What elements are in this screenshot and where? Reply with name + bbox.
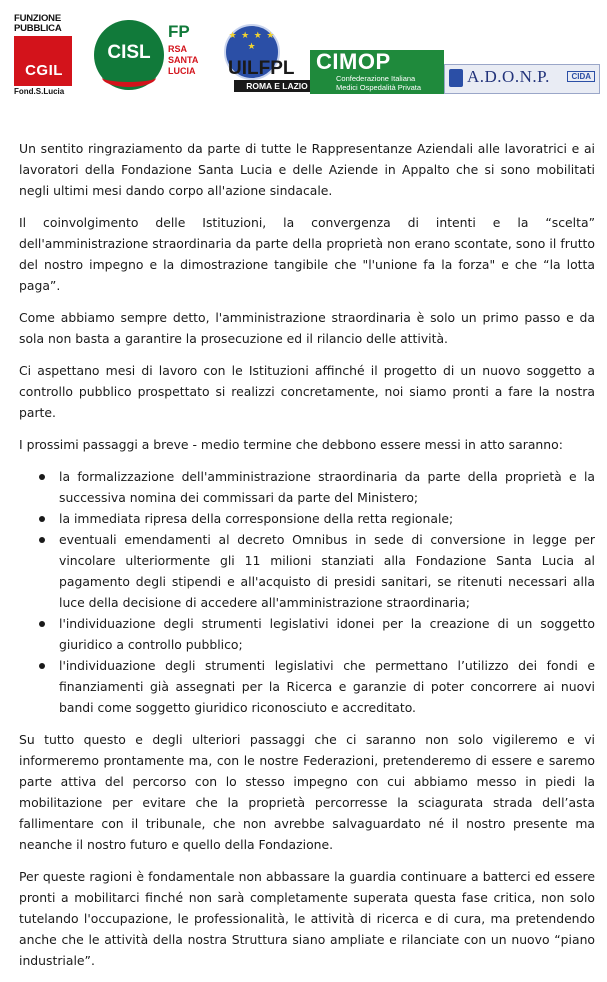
paragraph-next-steps-intro: I prossimi passaggi a breve - medio termine che debbono essere messi in atto saranno: bbox=[19, 437, 563, 452]
cida-logo-mark: CIDA bbox=[567, 71, 595, 82]
cgil-logo-title-line: FUNZIONE bbox=[14, 13, 61, 24]
paragraph-months-ahead: Ci aspettano mesi di lavoro con le Istituzioni affinché il progetto di un nuovo soggetto a controllo pubblico prospettato si realizzi concretamente, noi siamo pronti a fare la nostra parte. bbox=[19, 363, 595, 420]
list-item: la immediata ripresa della corresponsione della retta regionale; bbox=[59, 508, 595, 529]
uilfpl-logo bbox=[220, 24, 318, 94]
paragraph-first-step: Come abbiamo sempre detto, l'amministrazione straordinaria è solo un primo passo e da sola non basta a garantire la prosecuzione ed il rilancio delle attività. bbox=[19, 310, 595, 346]
cisl-logo-fp: FP bbox=[168, 22, 190, 41]
list-item: l'individuazione degli strumenti legislativi che permettano l’utilizzo dei fondi e finanziamenti già assegnati per la Ricerca e garanzie di poter concorrere ai nuovi bandi come soggetto giuridico riconosciuto e accreditato. bbox=[59, 655, 595, 718]
cgil-logo-mark: CGIL bbox=[25, 62, 63, 79]
cimop-logo bbox=[310, 50, 444, 94]
list-item: la formalizzazione dell'amministrazione straordinaria da parte della proprietà e la successiva nomina dei commissari da parte del Ministero; bbox=[59, 466, 595, 508]
adonp-logo-emblem bbox=[449, 69, 463, 87]
paragraph-thanks: Un sentito ringraziamento da parte di tutte le Rappresentanze Aziendali alle lavoratrici e ai lavoratori della Fondazione Santa Lucia e delle Aziende in Appalto che si sono mobilitati negli ultimi mesi dando corpo all'azione sindacale. bbox=[19, 141, 595, 198]
cisl-logo-mark: CISL bbox=[107, 42, 151, 63]
next-steps-list bbox=[19, 466, 595, 718]
cgil-logo bbox=[14, 14, 86, 98]
list-item: l'individuazione degli strumenti legislativi idonei per la creazione di un soggetto giuridico a controllo pubblico; bbox=[59, 613, 595, 655]
cgil-logo-title bbox=[14, 14, 86, 34]
document-body bbox=[19, 138, 595, 982]
cimop-logo-subtitle bbox=[336, 74, 421, 92]
cimop-logo-subtitle-line: Confederazione Italiana bbox=[336, 74, 416, 83]
list-item: eventuali emendamenti al decreto Omnibus in sede di conversione in legge per vincolare ulteriormente gli 11 milioni stanziati alla Fondazione Santa Lucia al pagamento degli stipendi e all'acquisto di presidi sanitari, se ritenuti necessari alla luce della decisione di accedere all'amministrazione straordinaria; bbox=[59, 529, 595, 613]
cgil-logo-title-line: PUBBLICA bbox=[14, 23, 62, 34]
cisl-logo-rsa-line: LUCIA bbox=[168, 66, 196, 76]
adonp-logo-mark: A.D.O.N.P. bbox=[467, 67, 550, 86]
cisl-logo-rsa bbox=[168, 44, 198, 77]
cisl-logo bbox=[94, 20, 214, 98]
cgil-logo-subtitle: Fond.S.Lucia bbox=[14, 87, 65, 96]
uilfpl-logo-stars: ★ ★ ★ ★ ★ bbox=[228, 30, 276, 51]
cisl-logo-rsa-line: SANTA bbox=[168, 55, 199, 65]
cisl-logo-rsa-line: RSA bbox=[168, 44, 188, 54]
adonp-logo bbox=[444, 64, 600, 94]
paragraph-mobilization: Per queste ragioni è fondamentale non abbassare la guardia continuare a batterci ed essere pronti a mobilitarci finché non sarà completamente superata questa fase critica, non solo tutelando l'occupazione, le professionalità, le attività di ricerca e di cura, ma pretendendo anche che le attività della nostra Struttura siano ampliate e rilanciate con un nuovo “piano industriale”. bbox=[19, 869, 595, 968]
cisl-logo-swoosh bbox=[102, 68, 156, 87]
cimop-logo-mark: CIMOP bbox=[316, 49, 391, 74]
paragraph-involvement: Il coinvolgimento delle Istituzioni, la convergenza di intenti e la “scelta” dell'amministrazione straordinaria da parte della proprietà non erano scontate, sono il frutto del nostro impegno e la dimostrazione tangibile che "l'unione fa la forza" e che “la lotta paga”. bbox=[19, 215, 595, 293]
uilfpl-logo-subtitle: ROMA E LAZIO bbox=[234, 80, 320, 92]
paragraph-vigilance: Su tutto questo e degli ulteriori passaggi che ci saranno non solo vigileremo e vi informeremo prontamente ma, con le nostre Federazioni, pretenderemo di essere e saremo parte attiva del percorso con lo stesso impegno con cui abbiamo messo in piedi la mobilitazione per evitare che la proprietà percorresse la sciagurata strada dell’asta fallimentare con il tribunale, che non avrebbe salvaguardato né il nostro presente ma neanche il nostro futuro e quello della Fondazione. bbox=[19, 732, 595, 852]
logo-header bbox=[10, 8, 600, 98]
cimop-logo-subtitle-line: Medici Ospedalità Privata bbox=[336, 83, 422, 92]
uilfpl-logo-mark: UILFPL bbox=[228, 58, 295, 79]
